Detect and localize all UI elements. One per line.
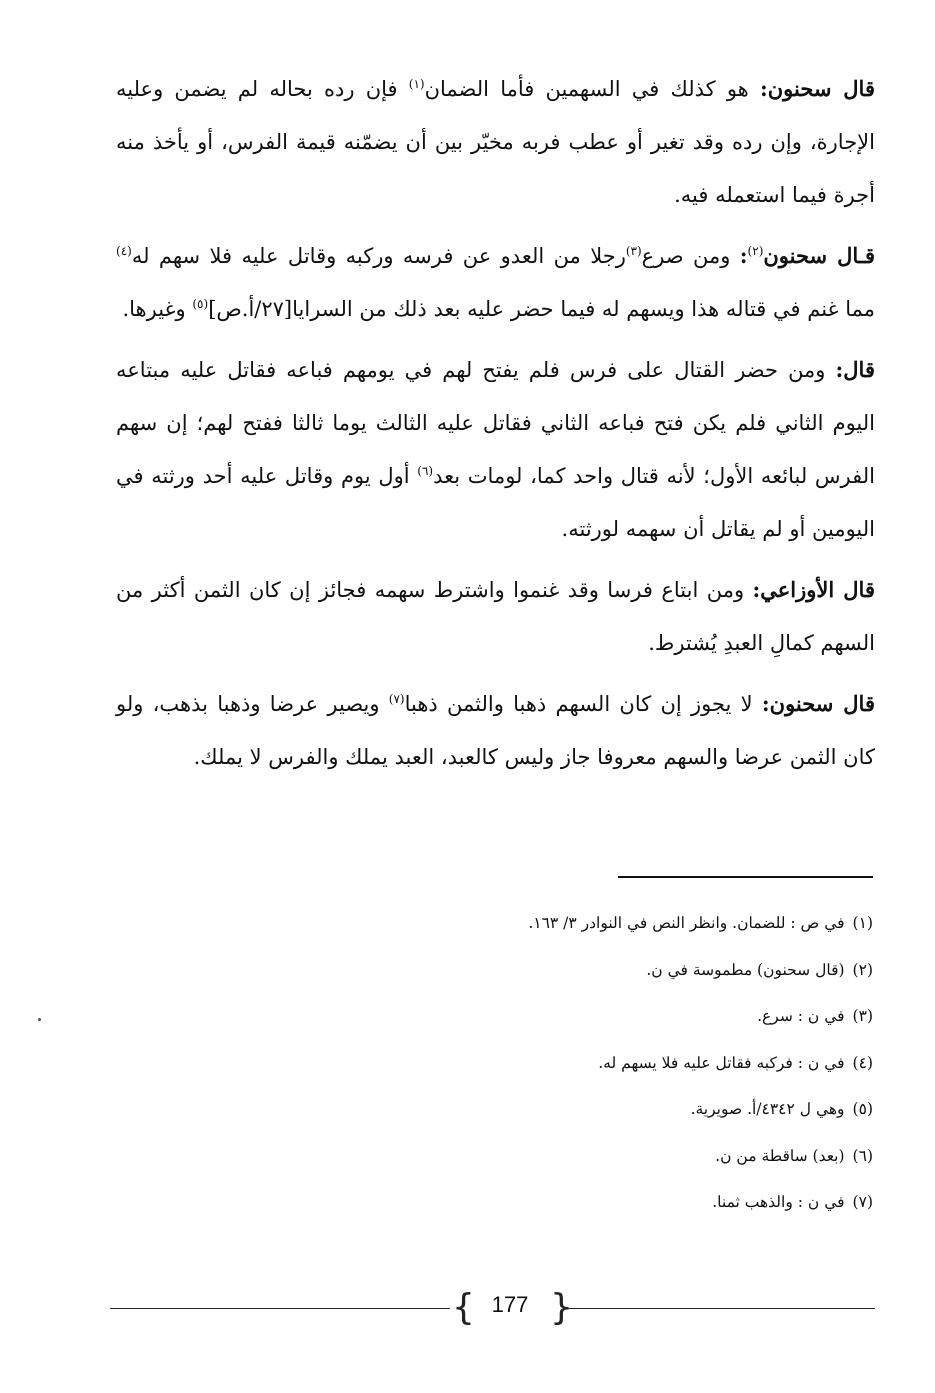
footnote-ref: (٢): [747, 244, 764, 258]
footnote-item: [120, 1133, 873, 1180]
speaker-label: قـال سحنون: [763, 243, 876, 268]
footnote-item: [120, 900, 873, 947]
footnote-number: (١): [852, 914, 873, 932]
footnote-number: (٢): [852, 960, 873, 979]
footnote-text: (قال سحنون) مطموسة في ن.: [646, 960, 845, 979]
paragraph-1: [116, 62, 875, 222]
page-number: 177: [491, 1292, 529, 1317]
footnote-number: (٥): [852, 1100, 873, 1118]
footnote-ref: (١): [408, 77, 425, 91]
paragraph-3: [116, 343, 875, 556]
main-text: [116, 62, 875, 791]
speaker-label: قال:: [835, 357, 875, 382]
paragraph-text: ومن ابتاع فرسا وقد غنموا واشترط سهمه فجائز إن كان الثمن أكثر من السهم كمالِ العبدِ يُشترط.: [116, 578, 875, 655]
speaker-label: قال سحنون:: [759, 76, 875, 101]
footnote-item: [120, 947, 873, 994]
close-brace-ornament: }: [550, 1287, 573, 1328]
paragraph-text: وغيرها.: [122, 297, 193, 321]
speaker-label: قال الأوزاعي:: [752, 577, 875, 602]
speaker-label: قال سحنون:: [761, 691, 875, 716]
footnote-ref: (٧): [388, 692, 405, 706]
paragraph-text: ومن حضر القتال على فرس فلم يفتح لهم في يومهم فباعه فقاتل عليه مبتاعه اليوم الثاني فلم يكن فتح فباعه الثاني فقاتل عليه الثالث يوما ثالثا ففتح لهم؛ إن سهم الفرس لبائعه الأول؛ لأنه قتال واحد كما، لومات بعد: [116, 358, 875, 488]
paragraph-text: فإن رده بحاله لم يضمن وعليه الإجارة، وإن رده وقد تغير أو عطب فربه مخيّر بين أن يضمّنه قيمة الفرس، أو يأخذ منه أجرة فيما استعمله فيه.: [116, 77, 875, 207]
paragraph-text: رجلا من العدو عن فرسه وركبه وقاتل عليه فلا سهم له: [131, 244, 626, 268]
paragraph-text: لا يجوز إن كان السهم ذهبا والثمن ذهبا: [404, 692, 753, 716]
footnote-number: (٧): [852, 1193, 873, 1211]
paragraph-text: ومن صرع: [641, 244, 731, 268]
footnote-number: (٤): [852, 1053, 873, 1072]
open-brace-ornament: {: [452, 1287, 475, 1328]
scan-speck: [38, 1018, 41, 1021]
paragraph-text: ويصير عرضا وذهبا بذهب، ولو كان الثمن عرضا والسهم معروفا جاز وليس كالعبد، العبد يملك والفرس لا يملك.: [116, 692, 875, 769]
footnote-item: [120, 1086, 873, 1133]
paragraph-4: [116, 563, 875, 670]
paragraph-2: [116, 229, 875, 336]
paragraph-text: أول يوم وقاتل عليه أحد ورثته في اليومين أو لم يقاتل أن سهمه لورثته.: [116, 464, 875, 541]
footnote-text: في ن : والذهب ثمنا.: [712, 1193, 845, 1211]
paragraph-text: مما غنم في قتاله هذا ويسهم له فيما حضر عليه بعد ذلك من السرايا[٢٧/أ.ص]: [208, 297, 875, 321]
footnote-ref: (٥): [192, 297, 209, 311]
footnotes: [120, 900, 873, 1226]
footnote-text: وهي ل ٤٣٤٢/أ. صويرية.: [690, 1100, 845, 1118]
footer-rule-left: [110, 1308, 450, 1309]
footnote-ref: (٣): [625, 244, 642, 258]
footnote-item: [120, 1179, 873, 1226]
speaker-colon: :: [739, 243, 748, 268]
footnote-ref: (٤): [116, 244, 132, 258]
footnote-item: [120, 1040, 873, 1087]
paragraph-5: [116, 677, 875, 784]
footnote-number: (٣): [852, 1007, 873, 1025]
page-footer: [110, 1286, 875, 1332]
footnote-text: (بعد) ساقطة من ن.: [715, 1146, 845, 1165]
footnote-text: في ن : فركبه فقاتل عليه فلا يسهم له.: [598, 1053, 845, 1072]
footer-rule-right: [565, 1308, 875, 1309]
footnote-item: [120, 993, 873, 1040]
footnote-separator: [618, 876, 873, 878]
paragraph-text: هو كذلك في السهمين فأما الضمان: [424, 77, 749, 101]
footnote-text: في ن : سرع.: [757, 1007, 845, 1025]
footnote-ref: (٦): [417, 464, 434, 478]
footnote-text: في ص : للضمان. وانظر النص في النوادر ٣/ ١٦٣.: [528, 914, 845, 932]
footnote-number: (٦): [852, 1146, 873, 1165]
